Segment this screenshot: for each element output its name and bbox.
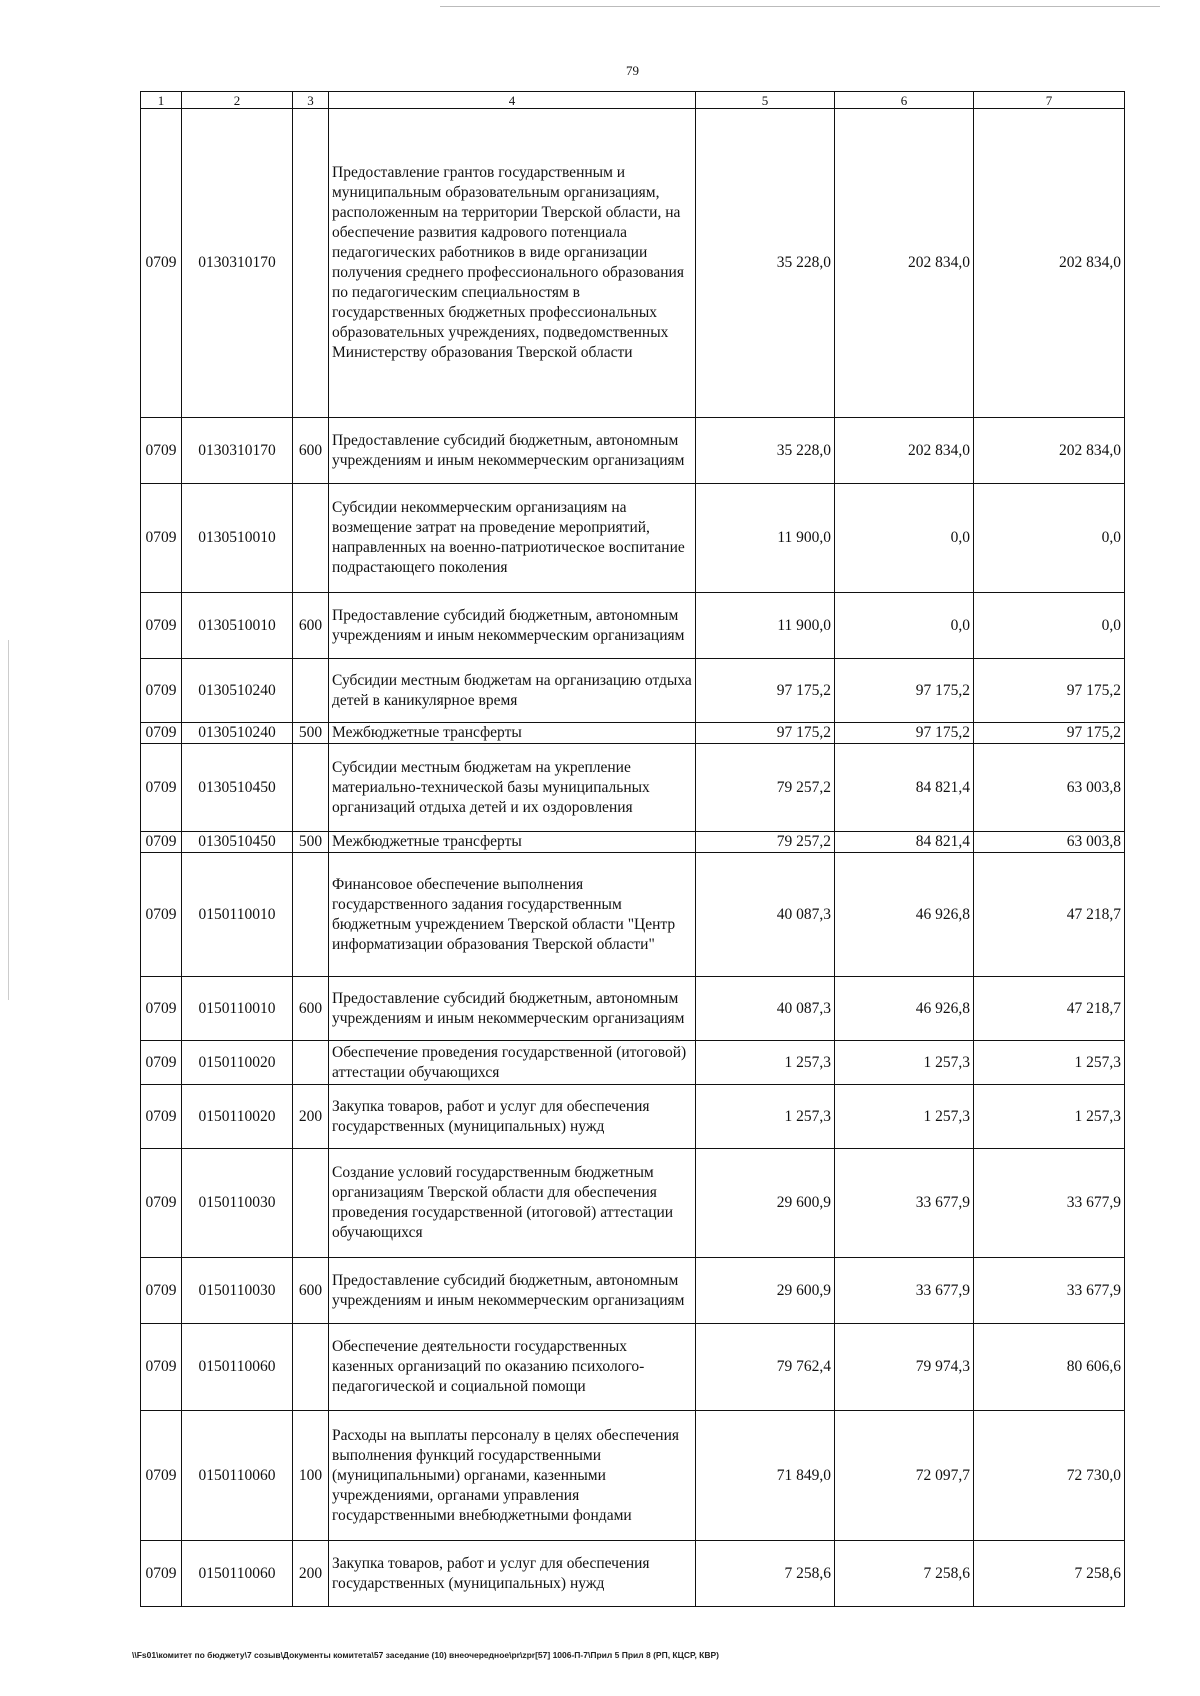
section-code: 0709 bbox=[141, 109, 182, 418]
section-code: 0709 bbox=[141, 484, 182, 593]
expense-kind bbox=[293, 1149, 329, 1258]
amount-year-2: 79 974,3 bbox=[835, 1324, 974, 1411]
amount-year-3: 97 175,2 bbox=[974, 659, 1125, 723]
target-code: 0150110010 bbox=[182, 977, 293, 1041]
page-number: 79 bbox=[626, 63, 639, 78]
amount-year-1: 79 257,2 bbox=[696, 744, 835, 832]
expense-kind bbox=[293, 853, 329, 977]
amount-year-2: 1 257,3 bbox=[835, 1085, 974, 1149]
table-row bbox=[141, 1411, 1125, 1541]
table-row bbox=[141, 418, 1125, 484]
amount-year-3: 97 175,2 bbox=[974, 723, 1125, 744]
table-row bbox=[141, 1258, 1125, 1324]
table-row bbox=[141, 1085, 1125, 1149]
description: Межбюджетные трансферты bbox=[329, 723, 696, 744]
target-code: 0150110060 bbox=[182, 1411, 293, 1541]
amount-year-2: 202 834,0 bbox=[835, 109, 974, 418]
amount-year-3: 0,0 bbox=[974, 593, 1125, 659]
target-code: 0150110030 bbox=[182, 1149, 293, 1258]
description: Закупка товаров, работ и услуг для обеспечения государственных (муниципальных) нужд bbox=[329, 1541, 696, 1607]
description: Субсидии местным бюджетам на укрепление материально-технической базы муниципальных организаций отдыха детей и их оздоровления bbox=[329, 744, 696, 832]
amount-year-3: 47 218,7 bbox=[974, 977, 1125, 1041]
table-row bbox=[141, 1149, 1125, 1258]
table-row bbox=[141, 484, 1125, 593]
amount-year-2: 0,0 bbox=[835, 484, 974, 593]
amount-year-3: 63 003,8 bbox=[974, 744, 1125, 832]
amount-year-2: 1 257,3 bbox=[835, 1041, 974, 1085]
amount-year-2: 84 821,4 bbox=[835, 832, 974, 853]
target-code: 0130510240 bbox=[182, 723, 293, 744]
target-code: 0130510240 bbox=[182, 659, 293, 723]
scan-mark-top bbox=[440, 6, 1160, 7]
table-row bbox=[141, 109, 1125, 418]
amount-year-3: 1 257,3 bbox=[974, 1041, 1125, 1085]
expense-kind: 100 bbox=[293, 1411, 329, 1541]
target-code: 0130510450 bbox=[182, 744, 293, 832]
column-header: 2 bbox=[182, 92, 293, 109]
table-row bbox=[141, 723, 1125, 744]
amount-year-3: 0,0 bbox=[974, 484, 1125, 593]
description: Предоставление грантов государственным и муниципальным образовательным организациям, расположенным на территории Тверской области, на обеспечение развития кадрового потенциала педагогических работников в виде организации получения среднего профессионального образования по педагогическим специальностям в государственных бюджетных профессиональных образовательных учреждениях, подведомственных Министерству образования Тверской области bbox=[329, 109, 696, 418]
table-row bbox=[141, 1541, 1125, 1607]
expense-kind: 600 bbox=[293, 1258, 329, 1324]
target-code: 0150110010 bbox=[182, 853, 293, 977]
section-code: 0709 bbox=[141, 977, 182, 1041]
section-code: 0709 bbox=[141, 593, 182, 659]
expense-kind: 200 bbox=[293, 1541, 329, 1607]
amount-year-1: 1 257,3 bbox=[696, 1085, 835, 1149]
amount-year-2: 33 677,9 bbox=[835, 1149, 974, 1258]
expense-kind: 200 bbox=[293, 1085, 329, 1149]
amount-year-1: 40 087,3 bbox=[696, 977, 835, 1041]
amount-year-1: 11 900,0 bbox=[696, 484, 835, 593]
section-code: 0709 bbox=[141, 1411, 182, 1541]
expense-kind: 600 bbox=[293, 418, 329, 484]
amount-year-2: 0,0 bbox=[835, 593, 974, 659]
section-code: 0709 bbox=[141, 723, 182, 744]
expense-kind bbox=[293, 484, 329, 593]
amount-year-2: 46 926,8 bbox=[835, 977, 974, 1041]
section-code: 0709 bbox=[141, 1541, 182, 1607]
amount-year-1: 97 175,2 bbox=[696, 659, 835, 723]
target-code: 0130310170 bbox=[182, 418, 293, 484]
table-row bbox=[141, 853, 1125, 977]
amount-year-3: 33 677,9 bbox=[974, 1149, 1125, 1258]
amount-year-3: 33 677,9 bbox=[974, 1258, 1125, 1324]
expense-kind: 500 bbox=[293, 723, 329, 744]
amount-year-2: 46 926,8 bbox=[835, 853, 974, 977]
expense-kind bbox=[293, 109, 329, 418]
amount-year-1: 40 087,3 bbox=[696, 853, 835, 977]
target-code: 0150110020 bbox=[182, 1085, 293, 1149]
amount-year-1: 29 600,9 bbox=[696, 1258, 835, 1324]
amount-year-2: 72 097,7 bbox=[835, 1411, 974, 1541]
expense-kind bbox=[293, 659, 329, 723]
column-header: 3 bbox=[293, 92, 329, 109]
amount-year-1: 35 228,0 bbox=[696, 418, 835, 484]
column-header: 6 bbox=[835, 92, 974, 109]
section-code: 0709 bbox=[141, 1085, 182, 1149]
section-code: 0709 bbox=[141, 1324, 182, 1411]
amount-year-1: 7 258,6 bbox=[696, 1541, 835, 1607]
table-row bbox=[141, 1324, 1125, 1411]
table-row bbox=[141, 593, 1125, 659]
column-header: 1 bbox=[141, 92, 182, 109]
scan-mark-left bbox=[8, 640, 9, 1000]
description: Предоставление субсидий бюджетным, автономным учреждениям и иным некоммерческим организациям bbox=[329, 977, 696, 1041]
description: Субсидии местным бюджетам на организацию отдыха детей в каникулярное время bbox=[329, 659, 696, 723]
section-code: 0709 bbox=[141, 744, 182, 832]
amount-year-1: 1 257,3 bbox=[696, 1041, 835, 1085]
section-code: 0709 bbox=[141, 832, 182, 853]
section-code: 0709 bbox=[141, 1149, 182, 1258]
amount-year-1: 79 762,4 bbox=[696, 1324, 835, 1411]
amount-year-2: 84 821,4 bbox=[835, 744, 974, 832]
amount-year-2: 97 175,2 bbox=[835, 723, 974, 744]
amount-year-1: 79 257,2 bbox=[696, 832, 835, 853]
amount-year-1: 35 228,0 bbox=[696, 109, 835, 418]
section-code: 0709 bbox=[141, 853, 182, 977]
amount-year-3: 63 003,8 bbox=[974, 832, 1125, 853]
description: Обеспечение проведения государственной (итоговой) аттестации обучающихся bbox=[329, 1041, 696, 1085]
section-code: 0709 bbox=[141, 659, 182, 723]
budget-table bbox=[140, 91, 1125, 1607]
description: Предоставление субсидий бюджетным, автономным учреждениям и иным некоммерческим организациям bbox=[329, 593, 696, 659]
description: Предоставление субсидий бюджетным, автономным учреждениям и иным некоммерческим организациям bbox=[329, 1258, 696, 1324]
amount-year-3: 202 834,0 bbox=[974, 109, 1125, 418]
table-row bbox=[141, 659, 1125, 723]
amount-year-3: 72 730,0 bbox=[974, 1411, 1125, 1541]
target-code: 0130310170 bbox=[182, 109, 293, 418]
description: Расходы на выплаты персоналу в целях обеспечения выполнения функций государственными (муниципальными) органами, казенными учреждениями, органами управления государственными внебюджетными фондами bbox=[329, 1411, 696, 1541]
column-header: 5 bbox=[696, 92, 835, 109]
table-row bbox=[141, 744, 1125, 832]
amount-year-3: 202 834,0 bbox=[974, 418, 1125, 484]
description: Межбюджетные трансферты bbox=[329, 832, 696, 853]
amount-year-2: 33 677,9 bbox=[835, 1258, 974, 1324]
expense-kind: 500 bbox=[293, 832, 329, 853]
table-row bbox=[141, 977, 1125, 1041]
description: Финансовое обеспечение выполнения государственного задания государственным бюджетным учреждением Тверской области "Центр информатизации образования Тверской области" bbox=[329, 853, 696, 977]
amount-year-3: 80 606,6 bbox=[974, 1324, 1125, 1411]
expense-kind: 600 bbox=[293, 977, 329, 1041]
amount-year-2: 97 175,2 bbox=[835, 659, 974, 723]
description: Субсидии некоммерческим организациям на возмещение затрат на проведение мероприятий, направленных на военно-патриотическое воспитание подрастающего поколения bbox=[329, 484, 696, 593]
amount-year-1: 97 175,2 bbox=[696, 723, 835, 744]
section-code: 0709 bbox=[141, 418, 182, 484]
amount-year-2: 202 834,0 bbox=[835, 418, 974, 484]
expense-kind: 600 bbox=[293, 593, 329, 659]
description: Создание условий государственным бюджетным организациям Тверской области для обеспечения проведения государственной (итоговой) аттестации обучающихся bbox=[329, 1149, 696, 1258]
description: Обеспечение деятельности государственных казенных организаций по оказанию психолого-педагогической и социальной помощи bbox=[329, 1324, 696, 1411]
table-row bbox=[141, 832, 1125, 853]
amount-year-3: 1 257,3 bbox=[974, 1085, 1125, 1149]
description: Предоставление субсидий бюджетным, автономным учреждениям и иным некоммерческим организациям bbox=[329, 418, 696, 484]
expense-kind bbox=[293, 744, 329, 832]
description: Закупка товаров, работ и услуг для обеспечения государственных (муниципальных) нужд bbox=[329, 1085, 696, 1149]
target-code: 0130510010 bbox=[182, 593, 293, 659]
target-code: 0150110030 bbox=[182, 1258, 293, 1324]
target-code: 0150110020 bbox=[182, 1041, 293, 1085]
amount-year-2: 7 258,6 bbox=[835, 1541, 974, 1607]
column-header: 4 bbox=[329, 92, 696, 109]
header-row bbox=[141, 92, 1125, 109]
amount-year-1: 11 900,0 bbox=[696, 593, 835, 659]
amount-year-1: 29 600,9 bbox=[696, 1149, 835, 1258]
amount-year-3: 7 258,6 bbox=[974, 1541, 1125, 1607]
column-header: 7 bbox=[974, 92, 1125, 109]
target-code: 0130510010 bbox=[182, 484, 293, 593]
target-code: 0130510450 bbox=[182, 832, 293, 853]
expense-kind bbox=[293, 1041, 329, 1085]
table-row bbox=[141, 1041, 1125, 1085]
amount-year-1: 71 849,0 bbox=[696, 1411, 835, 1541]
section-code: 0709 bbox=[141, 1258, 182, 1324]
target-code: 0150110060 bbox=[182, 1541, 293, 1607]
expense-kind bbox=[293, 1324, 329, 1411]
amount-year-3: 47 218,7 bbox=[974, 853, 1125, 977]
footer-file-path: \\Fs01\комитет по бюджету\7 созыв\Документы комитета\57 заседание (10) внеочередное\pr\zpr[57] 1006-П-7\Прил 5 Прил 8 (РП, КЦСР, КВР) bbox=[132, 1650, 719, 1660]
target-code: 0150110060 bbox=[182, 1324, 293, 1411]
section-code: 0709 bbox=[141, 1041, 182, 1085]
